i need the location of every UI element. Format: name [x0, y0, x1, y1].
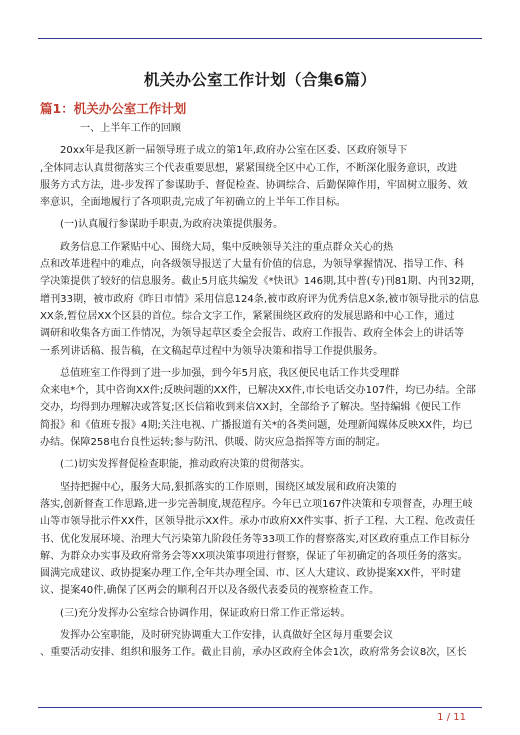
- paragraph-line: 调研和收集各方面工作情况，为领导起草区委全会报告、政府工作报告、政府全体会上的讲话等: [40, 328, 464, 340]
- paragraph-line: 解、为群众办实事及政府常务会等XX项决策事项进行督察，保证了年初确定的各项任务的落实。: [40, 550, 468, 562]
- footer-rule: [38, 707, 482, 708]
- paragraph-line: 率意识，全面地履行了各项职责,完成了年初确立的上半年工作目标。: [40, 197, 347, 209]
- paragraph-line: 落实,创新督查工作思路,进一步完善制度,规范程序。今年已立项167件决策和专项督查，办理王岐: [40, 498, 473, 510]
- paragraph-line: 发挥办公室职能，及时研究协调重大工作安排，认真做好全区每月重要会议: [60, 630, 394, 642]
- section-heading: 篇1：机关办公室工作计划: [40, 101, 187, 116]
- paragraph-line: 坚持把握中心，服务大局,狠抓落实的工作原则，围绕区域发展和政府决策的: [60, 481, 397, 493]
- paragraph-line: 书、优化发展环境、治理大气污染第九阶段任务等33项工作的督察落实,对区政府重点工作目标分: [40, 533, 470, 545]
- paragraph-line: 众来电*个，其中咨询XX件;反映问题的XX件，已解决XX件,市长电话交办107件，均已办结。全部: [40, 385, 476, 397]
- paragraph-line: 增刊33期，被市政府《昨日市情》采用信息124条,被市政府评为优秀信息X条,被市领导批示的信息: [40, 293, 480, 305]
- page-number: 1 / 11: [437, 712, 466, 723]
- subheading-3: (三)充分发挥办公室综合协调作用，保证政府日常工作正常运转。: [60, 607, 351, 619]
- paragraph-line: 一系列讲话稿、报告稿，在文稿起草过程中为领导决策和指导工作提供服务。: [40, 345, 384, 357]
- paragraph-line: 20xx年是我区新一届领导班子成立的第1年,政府办公室在区委、区政府领导下: [60, 145, 408, 157]
- paragraph-line: 交办，均得到办理解决或答复;区长信箱收到来信XX封，全部给予了解决。坚持编辑《便民工作: [40, 402, 461, 414]
- header-rule: [38, 38, 482, 39]
- document-body: [40, 120, 482, 662]
- paragraph-line: 山等市领导批示件XX件，区领导批示XX件。承办市政府XX件实事、折子工程、大工程、危改责任: [40, 516, 476, 528]
- paragraph-line: 圆满完成建议、政协提案办理工作,全年共办理全国、市、区人大建议、政协提案XX件，平时建: [40, 568, 461, 580]
- paragraph-line: 简报》和《值班专报》4期;关注电视、广播报道有关*的各类问题，处理新闻媒体反映XX件，均已: [40, 419, 473, 431]
- heading-review: 一、上半年工作的回顾: [80, 123, 181, 134]
- paragraph-line: ,全体同志认真贯彻落实三个代表重要思想，紧紧围绕全区中心工作，不断深化服务意识，改进: [40, 162, 458, 174]
- paragraph-line: 学决策提供了较好的信息服务。截止5月底共编发《*快讯》146期,其中普(专)刊81期、内刊32期，: [40, 276, 481, 288]
- paragraph-line: 办结。保障258电台良性运转;参与防汛、供暖、防灾应急指挥等方面的制定。: [40, 437, 386, 449]
- document-title: 机关办公室工作计划（合集6篇）: [143, 71, 377, 89]
- paragraph-line: 点和改革进程中的难点，向各级领导报送了大量有价值的信息，为领导掌握情况、指导工作、科: [40, 259, 464, 271]
- subheading-2: (二)切实发挥督促检查职能，推动政府决策的贯彻落实。: [60, 459, 311, 471]
- paragraph-line: 总值班室工作得到了进一步加强，到今年5月底，我区便民电话工作共受理群: [60, 367, 400, 379]
- paragraph-line: 议、提案40件,确保了区两会的顺利召开以及各级代表委员的视察检查工作。: [40, 585, 380, 597]
- paragraph-line: 政务信息工作紧贴中心、围绕大局，集中反映领导关注的重点群众关心的热: [60, 241, 394, 253]
- paragraph-line: 服务方式方法，进-步发挥了参谋助手、督促检查、协调综合、后勤保障作用，牢固树立服务、效: [40, 179, 468, 191]
- paragraph-line: 、重要活动安排、组织和服务工作。截止目前，承办区政府全体会1次，政府常务会议8次，区长: [40, 647, 467, 659]
- subheading-1: (一)认真履行参谋助手职责,为政府决策提供服务。: [60, 219, 284, 231]
- paragraph-line: XX条,暂位居XX个区县的首位。综合文字工作，紧紧围绕区政府的发展思路和中心工作，通过: [40, 310, 455, 322]
